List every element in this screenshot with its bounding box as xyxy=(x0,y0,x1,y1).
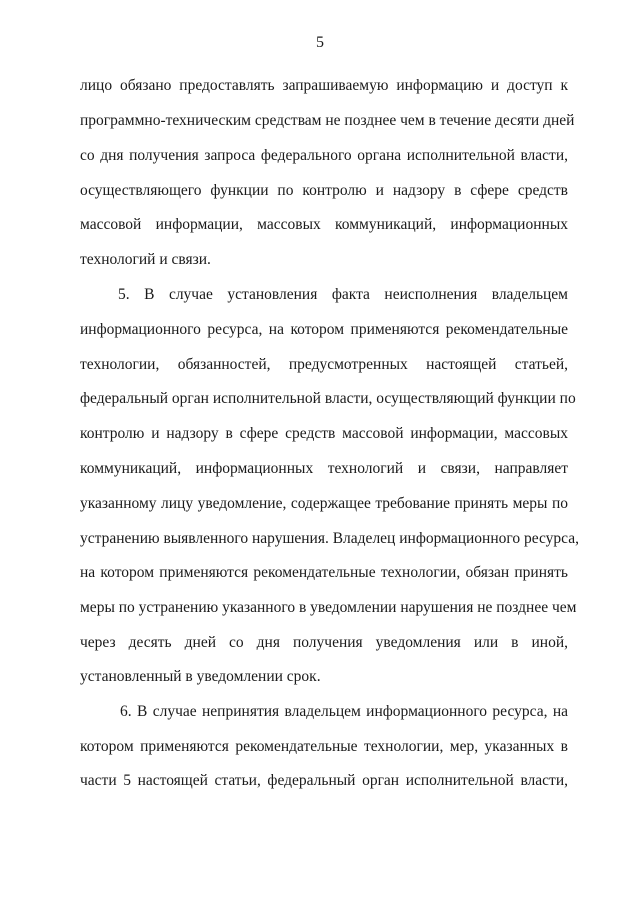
paragraph-start-line: 5. В случае установления факта неисполнения владельцем xyxy=(118,286,568,303)
text-line: указанному лицу уведомление, содержащее требование принять меры по xyxy=(80,495,568,512)
text-line: на котором применяются рекомендательные технологии, обязан принять xyxy=(80,564,568,581)
text-line: устранению выявленного нарушения. Владелец информационного ресурса, xyxy=(80,530,579,547)
text-line: массовой информации, массовых коммуникаций, информационных xyxy=(80,216,568,233)
paragraph-start-line: 6. В случае непринятия владельцем информационного ресурса, на xyxy=(120,703,568,720)
text-line: лицо обязано предоставлять запрашиваемую информацию и доступ к xyxy=(80,77,568,94)
page-number: 5 xyxy=(316,34,324,51)
text-line: осуществляющего функции по контролю и надзору в сфере средств xyxy=(80,182,568,199)
text-line: коммуникаций, информационных технологий и связи, направляет xyxy=(80,460,568,477)
text-line: программно-техническим средствам не позднее чем в течение десяти дней xyxy=(80,112,575,129)
text-line: контролю и надзору в сфере средств массовой информации, массовых xyxy=(80,425,568,442)
text-line: технологии, обязанностей, предусмотренных настоящей статьей, xyxy=(80,356,568,373)
text-line: информационного ресурса, на котором применяются рекомендательные xyxy=(80,321,568,338)
text-line: через десять дней со дня получения уведомления или в иной, xyxy=(80,634,568,651)
text-line: части 5 настоящей статьи, федеральный орган исполнительной власти, xyxy=(80,772,568,789)
text-line: котором применяются рекомендательные технологии, мер, указанных в xyxy=(80,738,568,755)
text-line: меры по устранению указанного в уведомлении нарушения не позднее чем xyxy=(80,599,577,616)
text-line: технологий и связи. xyxy=(80,251,211,268)
text-line: установленный в уведомлении срок. xyxy=(80,668,321,685)
text-line: со дня получения запроса федерального органа исполнительной власти, xyxy=(80,147,568,164)
text-line: федеральный орган исполнительной власти, осуществляющий функции по xyxy=(80,390,576,407)
